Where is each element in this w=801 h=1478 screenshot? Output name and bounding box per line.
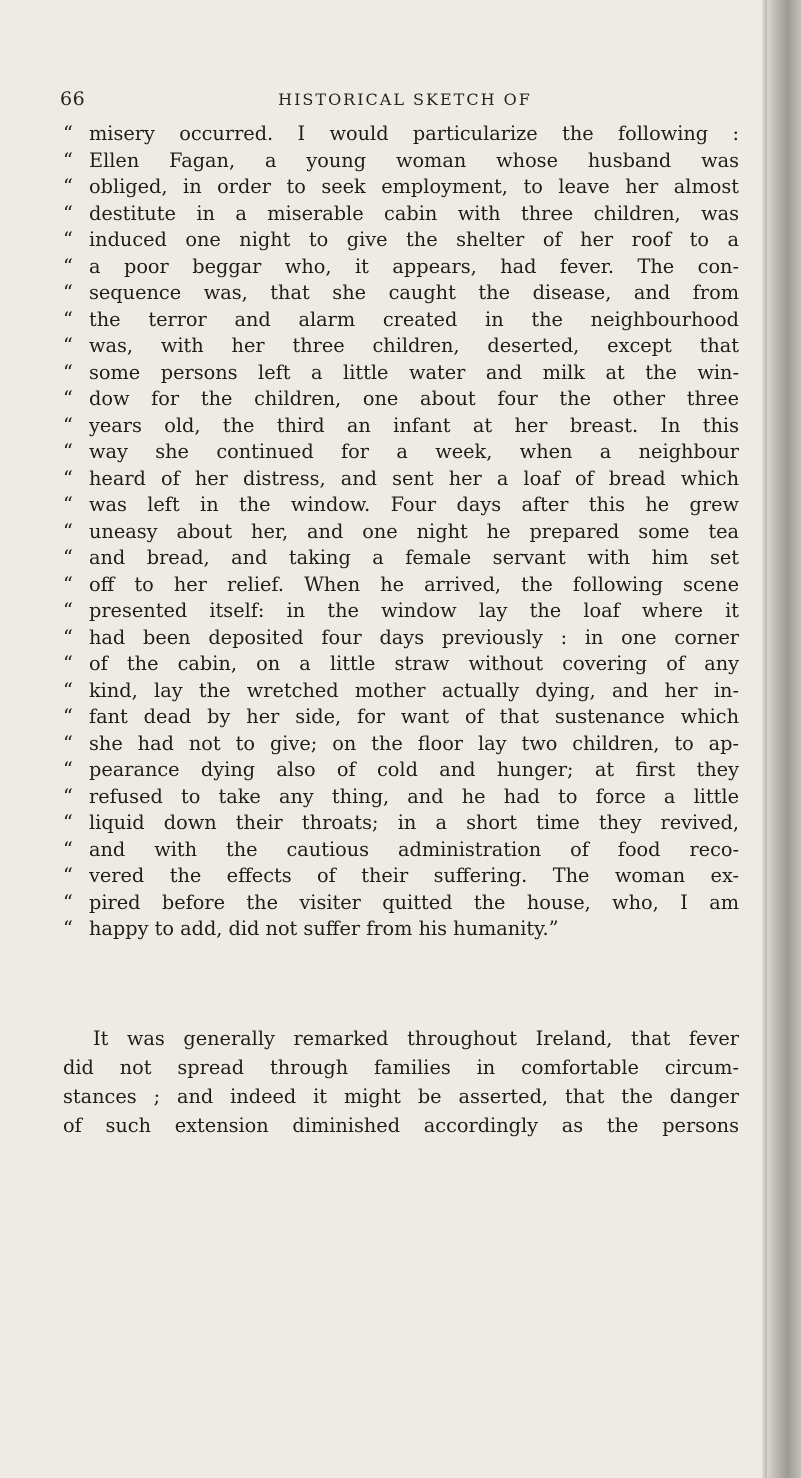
quote-line [63,704,739,731]
quote-line-text: presented itself: in the window lay the loaf where it [89,599,739,622]
quote-line-text: refused to take any thing, and he had to force a little [89,784,739,808]
page-header [60,88,750,114]
quote-line [63,757,739,784]
quote-line-text: and with the cautious administration of food reco- [89,837,739,861]
quote-line [63,492,739,519]
quote-line [63,863,739,890]
quote-mark: “ [63,440,73,463]
quote-mark: “ [63,281,73,304]
quote-line [63,413,739,440]
book-binding [767,0,801,1478]
quote-line [63,333,739,360]
quote-line-text: Ellen Fagan, a young woman whose husband was [89,148,739,172]
quote-line-text: sequence was, that she caught the disease, and from [89,281,739,304]
quote-line [63,519,739,546]
quote-line [63,227,739,254]
quote-mark: “ [63,546,73,569]
quote-line-text: of the cabin, on a little straw without covering of any [89,652,739,675]
quote-line-text: way she continued for a week, when a neighbour [89,440,739,463]
quote-line [63,174,739,201]
quote-mark: “ [63,890,73,914]
quote-line-text: pired before the visiter quitted the house, who, I am [89,890,739,914]
quote-line [63,254,739,281]
quote-line-text: liquid down their throats; in a short time they revived, [89,811,739,834]
quote-line-text: a poor beggar who, it appears, had fever. The con- [89,254,739,278]
page-number: 66 [60,88,86,110]
quote-mark: “ [63,519,73,543]
quote-mark: “ [63,917,73,940]
quote-line [63,386,739,413]
quote-line [63,784,739,811]
paragraph-line: stances ; and indeed it might be asserted, that the danger [63,1085,739,1108]
quote-line [63,439,739,466]
quote-line-text: obliged, in order to seek employment, to leave her almost [89,175,739,198]
quote-mark: “ [63,652,73,675]
quote-line-text: pearance dying also of cold and hunger; at first they [89,758,739,781]
quote-mark: “ [63,599,73,622]
quote-mark: “ [63,493,73,516]
quote-line [63,360,739,387]
quote-line [63,545,739,572]
quote-line [63,837,739,864]
quote-line [63,280,739,307]
quote-line-text: had been deposited four days previously : in one corner [89,625,739,649]
quote-line-text: happy to add, did not suffer from his humanity.” [89,917,559,940]
quote-line-text: kind, lay the wretched mother actually dying, and her in- [89,678,739,702]
quote-line [63,810,739,837]
quote-line [63,651,739,678]
quote-line [63,148,739,175]
quote-line-text: was, with her three children, deserted, except that [89,334,739,357]
quote-line [63,916,739,943]
quote-mark: “ [63,811,73,834]
quote-mark: “ [63,758,73,781]
quote-mark: “ [63,201,73,225]
quote-line [63,731,739,758]
quote-line-text: and bread, and taking a female servant with him set [89,546,739,569]
quote-line-text: fant dead by her side, for want of that sustenance which [89,705,739,728]
quote-line-text: destitute in a miserable cabin with three children, was [89,201,739,225]
quote-mark: “ [63,307,73,331]
quote-mark: “ [63,413,73,437]
paragraph-line: did not spread through families in comfortable circum- [63,1056,739,1079]
quote-mark: “ [63,387,73,410]
body-paragraph [63,1024,739,1140]
quote-mark: “ [63,678,73,702]
quote-mark: “ [63,784,73,808]
quote-line-text: induced one night to give the shelter of her roof to a [89,228,739,251]
paragraph-line: of such extension diminished accordingly as the persons [63,1114,739,1137]
quote-line [63,121,739,148]
quote-line [63,598,739,625]
quote-line-text: heard of her distress, and sent her a loaf of bread which [89,466,739,490]
quote-mark: “ [63,254,73,278]
quote-mark: “ [63,864,73,887]
quote-mark: “ [63,731,73,755]
quote-line [63,201,739,228]
quote-mark: “ [63,705,73,728]
quote-line [63,625,739,652]
quote-line-text: some persons left a little water and milk at the win- [89,360,739,384]
quote-mark: “ [63,837,73,861]
quote-mark: “ [63,625,73,649]
quoted-passage [63,121,739,943]
quote-line-text: she had not to give; on the floor lay two children, to ap- [89,731,739,755]
quote-line [63,572,739,599]
quote-line-text: the terror and alarm created in the neighbourhood [89,307,739,331]
quote-line-text: misery occurred. I would particularize the following : [89,122,739,145]
running-head: HISTORICAL SKETCH OF [278,90,532,109]
quote-mark: “ [63,175,73,198]
quote-line [63,466,739,493]
quote-line-text: uneasy about her, and one night he prepared some tea [89,519,739,543]
quote-line-text: years old, the third an infant at her breast. In this [89,413,739,437]
quote-mark: “ [63,228,73,251]
quote-line [63,890,739,917]
quote-mark: “ [63,572,73,596]
quote-mark: “ [63,122,73,145]
quote-line-text: dow for the children, one about four the other three [89,387,739,410]
quote-line [63,307,739,334]
quote-line [63,678,739,705]
quote-line-text: was left in the window. Four days after this he grew [89,493,739,516]
quote-line-text: off to her relief. When he arrived, the following scene [89,572,739,596]
quote-mark: “ [63,334,73,357]
quote-mark: “ [63,148,73,172]
paragraph-line: It was generally remarked throughout Ireland, that fever [93,1027,739,1050]
quote-line-text: vered the effects of their suffering. The woman ex- [89,864,739,887]
quote-mark: “ [63,360,73,384]
quote-mark: “ [63,466,73,490]
